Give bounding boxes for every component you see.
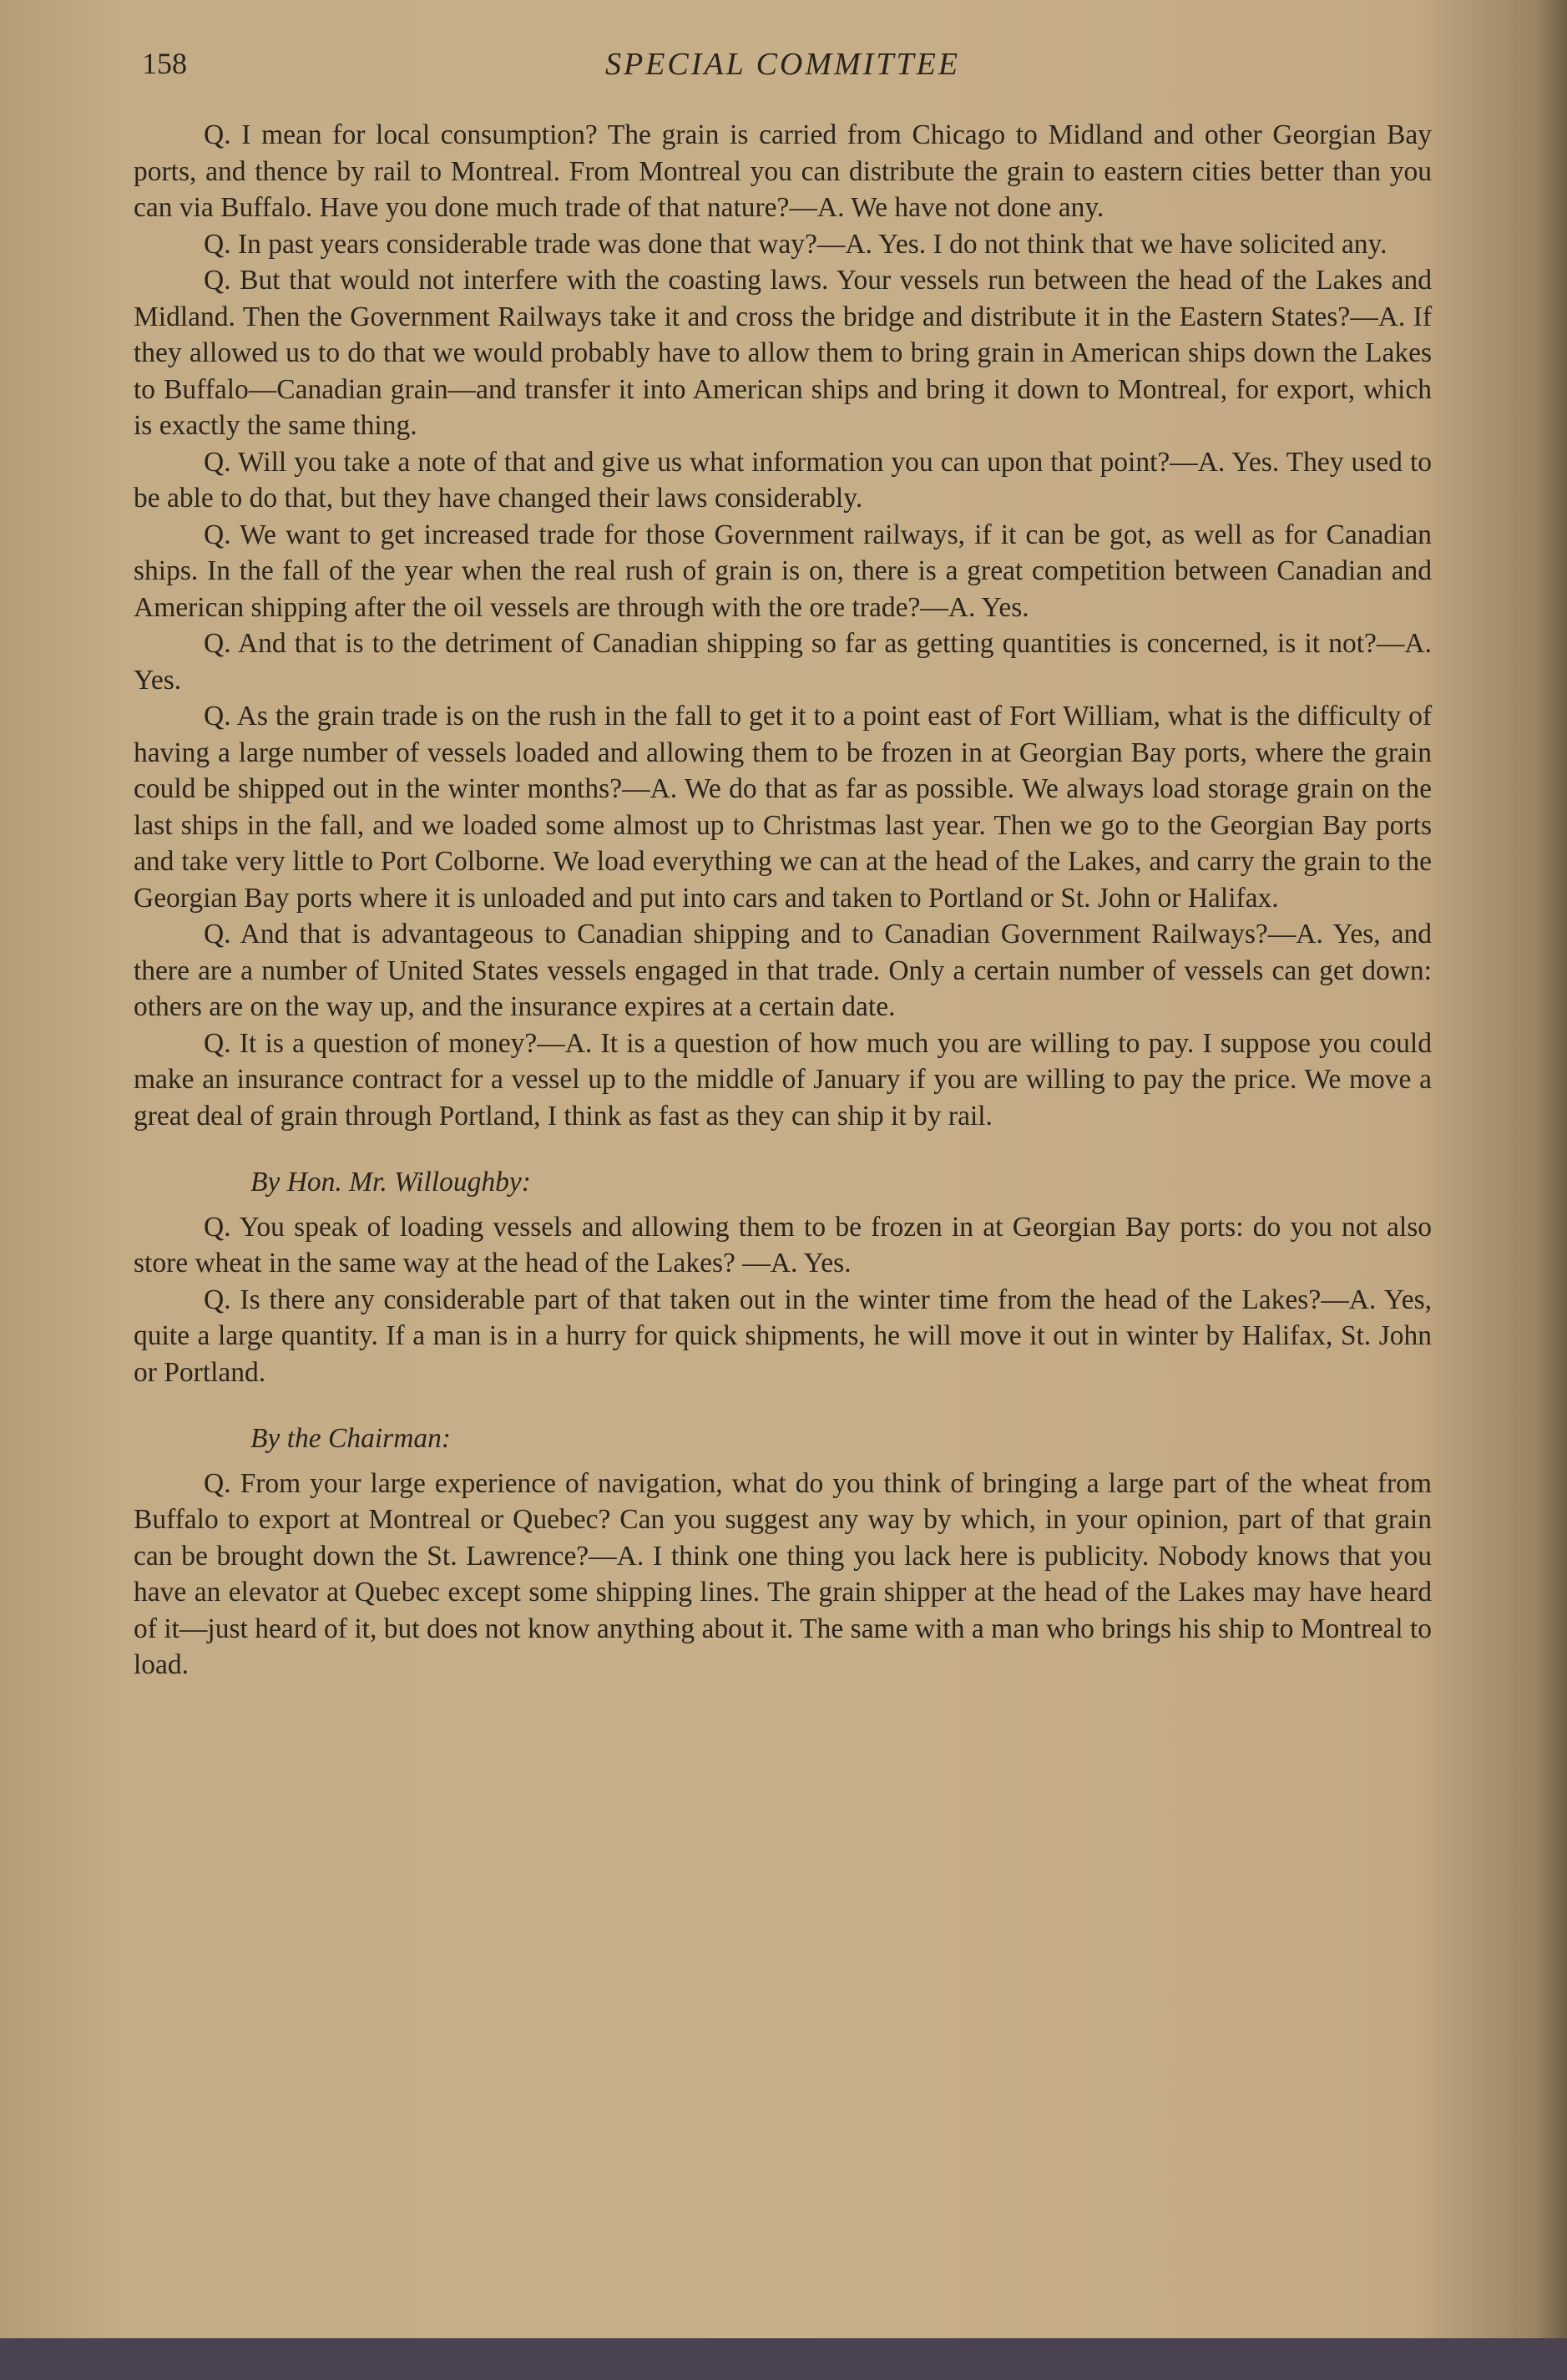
paragraph: Q. I mean for local consumption? The grain is carried from Chicago to Midland and other Georgian Bay ports, and thence by rail to Montreal. From Montreal you can distribute the grain to eastern cities better than you can via Buffalo. Have you done much trade of that nature?—A. We have not done any. [134,119,1432,223]
paragraph: Q. In past years considerable trade was done that way?—A. Yes. I do not think that we have solicited any. [204,228,1388,260]
paragraph: Q. But that would not interfere with the coasting laws. Your vessels run between the head of the Lakes and Midland. Then the Government Railways take it and cross the bridge and distribute it in the Eastern States?—A. If they allowed us to do that we would probably have to allow them to bring grain in American ships down the Lakes to Buffalo—Canadian grain—and transfer it into American ships and bring it down to Montreal, for export, which is exactly the same thing. [134,265,1432,441]
page-header [142,46,1428,96]
paragraph: Q. Will you take a note of that and give us what information you can upon that point?—A. Yes. They used to be able to do that, but they have changed their laws considerably. [134,446,1432,514]
paragraph: Q. We want to get increased trade for those Government railways, if it can be got, as well as for Canadian ships. In the fall of the year when the real rush of grain is on, there is a great competition between Canadian and American shipping after the oil vessels are through with the ore trade?—A. Yes. [134,519,1432,623]
page-number: 158 [142,47,187,80]
running-head: SPECIAL COMMITTEE [605,47,961,82]
paragraph: Q. And that is to the detriment of Canadian shipping so far as getting quantities is concerned, is it not?—A. Yes. [134,628,1432,696]
paragraph: Q. From your large experience of navigation, what do you think of bringing a large part of the wheat from Buffalo to export at Montreal or Quebec? Can you suggest any way by which, in your opinion, part of that grain can be brought down the St. Lawrence?—A. I think one thing you lack here is publicity. Nobody knows that you have an elevator at Quebec except some shipping lines. The grain shipper at the head of the Lakes may have heard of it—just heard of it, but does not know anything about it. The same with a man who brings his ship to Montreal to load. [134,1467,1432,1680]
page-edge-band [0,2338,1567,2380]
paragraph: Q. You speak of loading vessels and allowing them to be frozen in at Georgian Bay ports: do you not also store wheat in the same way at the head of the Lakes? —A. Yes. [134,1211,1432,1279]
body-text [134,117,1432,1684]
speaker-heading-chairman: By the Chairman: [250,1423,452,1454]
paragraph: Q. Is there any considerable part of that taken out in the winter time from the head of the Lakes?—A. Yes, quite a large quantity. If a man is in a hurry for quick shipments, he will move it out in winter by Halifax, St. John or Portland. [134,1284,1432,1388]
paragraph: Q. And that is advantageous to Canadian shipping and to Canadian Government Railways?—A. Yes, and there are a number of United States vessels engaged in that trade. Only a certain number of vessels can get down: others are on the way up, and the insurance expires at a certain date. [134,919,1432,1022]
paragraph: Q. As the grain trade is on the rush in the fall to get it to a point east of Fort William, what is the difficulty of having a large number of vessels loaded and allowing them to be frozen in at Georgian Bay ports, where the grain could be shipped out in the winter months?—A. We do that as far as possible. We always load storage grain on the last ships in the fall, and we loaded some almost up to Christmas last year. Then we go to the Georgian Bay ports and take very little to Port Colborne. We load everything we can at the head of the Lakes, and carry the grain to the Georgian Bay ports where it is unloaded and put into cars and taken to Portland or St. John or Halifax. [134,701,1432,914]
paragraph: Q. It is a question of money?—A. It is a question of how much you are willing to pay. I suppose you could make an insurance contract for a vessel up to the middle of January if you are willing to pay the price. We move a great deal of grain through Portland, I think as fast as they can ship it by rail. [134,1027,1432,1132]
speaker-heading-willoughby: By Hon. Mr. Willoughby: [250,1167,531,1198]
